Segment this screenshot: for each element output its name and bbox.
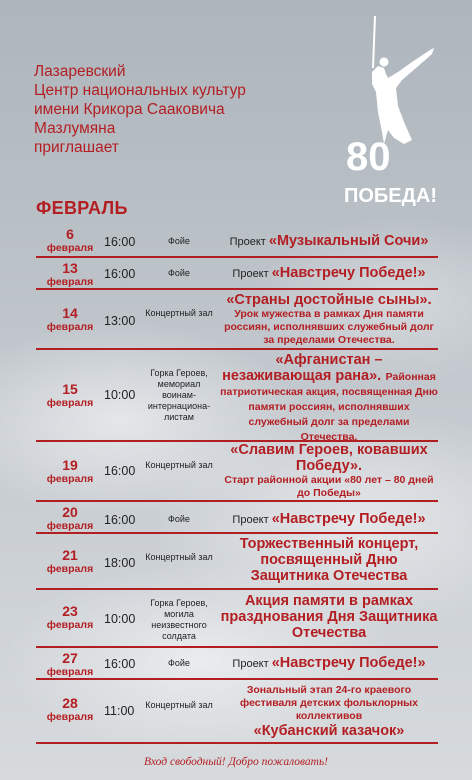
event-prefix: Проект — [229, 236, 269, 248]
event-place: Концертный зал — [145, 552, 213, 562]
event-details: Старт районной акции «80 лет – 80 дней до Победы» — [224, 474, 434, 499]
event-day: 28 — [62, 695, 78, 711]
event-day: 23 — [62, 603, 78, 619]
event-time: 10:00 — [104, 612, 136, 626]
event-title: «Навстречу Победе!» — [271, 511, 426, 527]
event-month: февраля — [46, 397, 94, 409]
event-time: 11:00 — [104, 704, 135, 718]
event-month: февраля — [46, 619, 94, 631]
event-day: 27 — [62, 650, 78, 666]
event-time: 16:00 — [104, 657, 136, 671]
event-place: Фойе — [168, 658, 190, 668]
invitation-text — [34, 62, 246, 157]
event-details: Урок мужества в рамках Дня памяти россиян, исполнявших служебный долг за пределами Отечества. — [224, 308, 434, 346]
event-day: 6 — [66, 226, 74, 242]
event-row — [36, 258, 438, 290]
event-time: 13:00 — [104, 314, 136, 328]
event-place: Фойе — [168, 236, 190, 246]
event-month: февраля — [46, 473, 94, 485]
event-month: февраля — [46, 520, 94, 532]
event-row — [36, 648, 438, 680]
invitation-line: Мазлумяна — [34, 120, 116, 137]
event-time: 16:00 — [104, 235, 136, 249]
event-prefix: Проект — [232, 658, 272, 670]
footer-text: Вход свободный! Добро пожаловать! — [143, 756, 329, 768]
invitation-line: Лазаревский — [34, 63, 126, 80]
event-title: «Славим Героев, ковавших Победу». — [230, 442, 428, 474]
event-place: Концертный зал — [145, 460, 213, 470]
event-time: 16:00 — [104, 464, 136, 478]
event-time: 16:00 — [104, 513, 136, 527]
event-row — [36, 290, 438, 350]
event-day: 19 — [62, 457, 78, 473]
event-details: Районная патриотическая акция, посвященная Дню памяти россиян, исполнявших служебный долг за пределами Отечества. — [220, 371, 438, 443]
event-place: Горка Героев, мемориал воинам-интернациона-листам — [147, 368, 211, 422]
event-date — [38, 227, 102, 254]
invitation-line: Центр национальных культур — [34, 82, 246, 99]
event-place: Горка Героев, могила неизвестного солдата — [150, 598, 208, 641]
event-day: 15 — [62, 381, 78, 397]
event-row — [36, 590, 438, 648]
logo-number: 80 — [346, 135, 391, 179]
event-day: 20 — [62, 504, 78, 520]
event-title: «Афганистан – незаживающая рана». — [222, 352, 383, 384]
event-time: 18:00 — [104, 556, 136, 570]
event-row — [36, 534, 438, 590]
event-row — [36, 350, 438, 442]
event-row — [36, 502, 438, 534]
event-title: Акция памяти в рамках празднования Дня Защитника Отечества — [220, 593, 438, 641]
event-place: Концертный зал — [145, 308, 213, 318]
month-heading: ФЕВРАЛЬ — [36, 198, 128, 218]
event-title: «Навстречу Победе!» — [271, 655, 426, 671]
logo-text: ПОБЕДА! — [344, 185, 437, 207]
event-time: 10:00 — [104, 388, 136, 402]
event-month: февраля — [46, 563, 94, 575]
event-prefix: Проект — [232, 268, 272, 280]
event-place: Фойе — [168, 268, 190, 278]
event-details: «Кубанский казачок» — [253, 723, 405, 739]
event-row — [36, 442, 438, 502]
event-place: Фойе — [168, 514, 190, 524]
invitation-line: имени Крикора Сааковича — [34, 101, 225, 118]
event-time: 16:00 — [104, 267, 136, 281]
victory-80-logo — [338, 12, 448, 212]
event-title: Зональный этап 24-го краевого фестиваля детских фольклорных коллективов — [240, 684, 418, 722]
event-row — [36, 680, 438, 744]
event-month: февраля — [46, 666, 94, 678]
event-title: «Страны достойные сыны». — [226, 292, 432, 308]
event-title: «Музыкальный Сочи» — [268, 233, 429, 249]
event-month: февраля — [46, 711, 94, 723]
event-title: «Навстречу Победе!» — [271, 265, 426, 281]
event-title: Торжественный концерт, посвященный Дню Защитника Отечества — [239, 536, 419, 584]
event-row — [36, 226, 438, 258]
statue-icon — [372, 16, 434, 144]
event-day: 13 — [62, 260, 78, 276]
event-day: 14 — [62, 305, 78, 321]
event-month: февраля — [46, 242, 94, 254]
event-day: 21 — [62, 547, 78, 563]
event-place: Концертный зал — [145, 700, 213, 710]
event-month: февраля — [46, 321, 94, 333]
event-prefix: Проект — [232, 514, 272, 526]
invitation-line: приглашает — [34, 139, 119, 156]
event-month: февраля — [46, 276, 94, 288]
